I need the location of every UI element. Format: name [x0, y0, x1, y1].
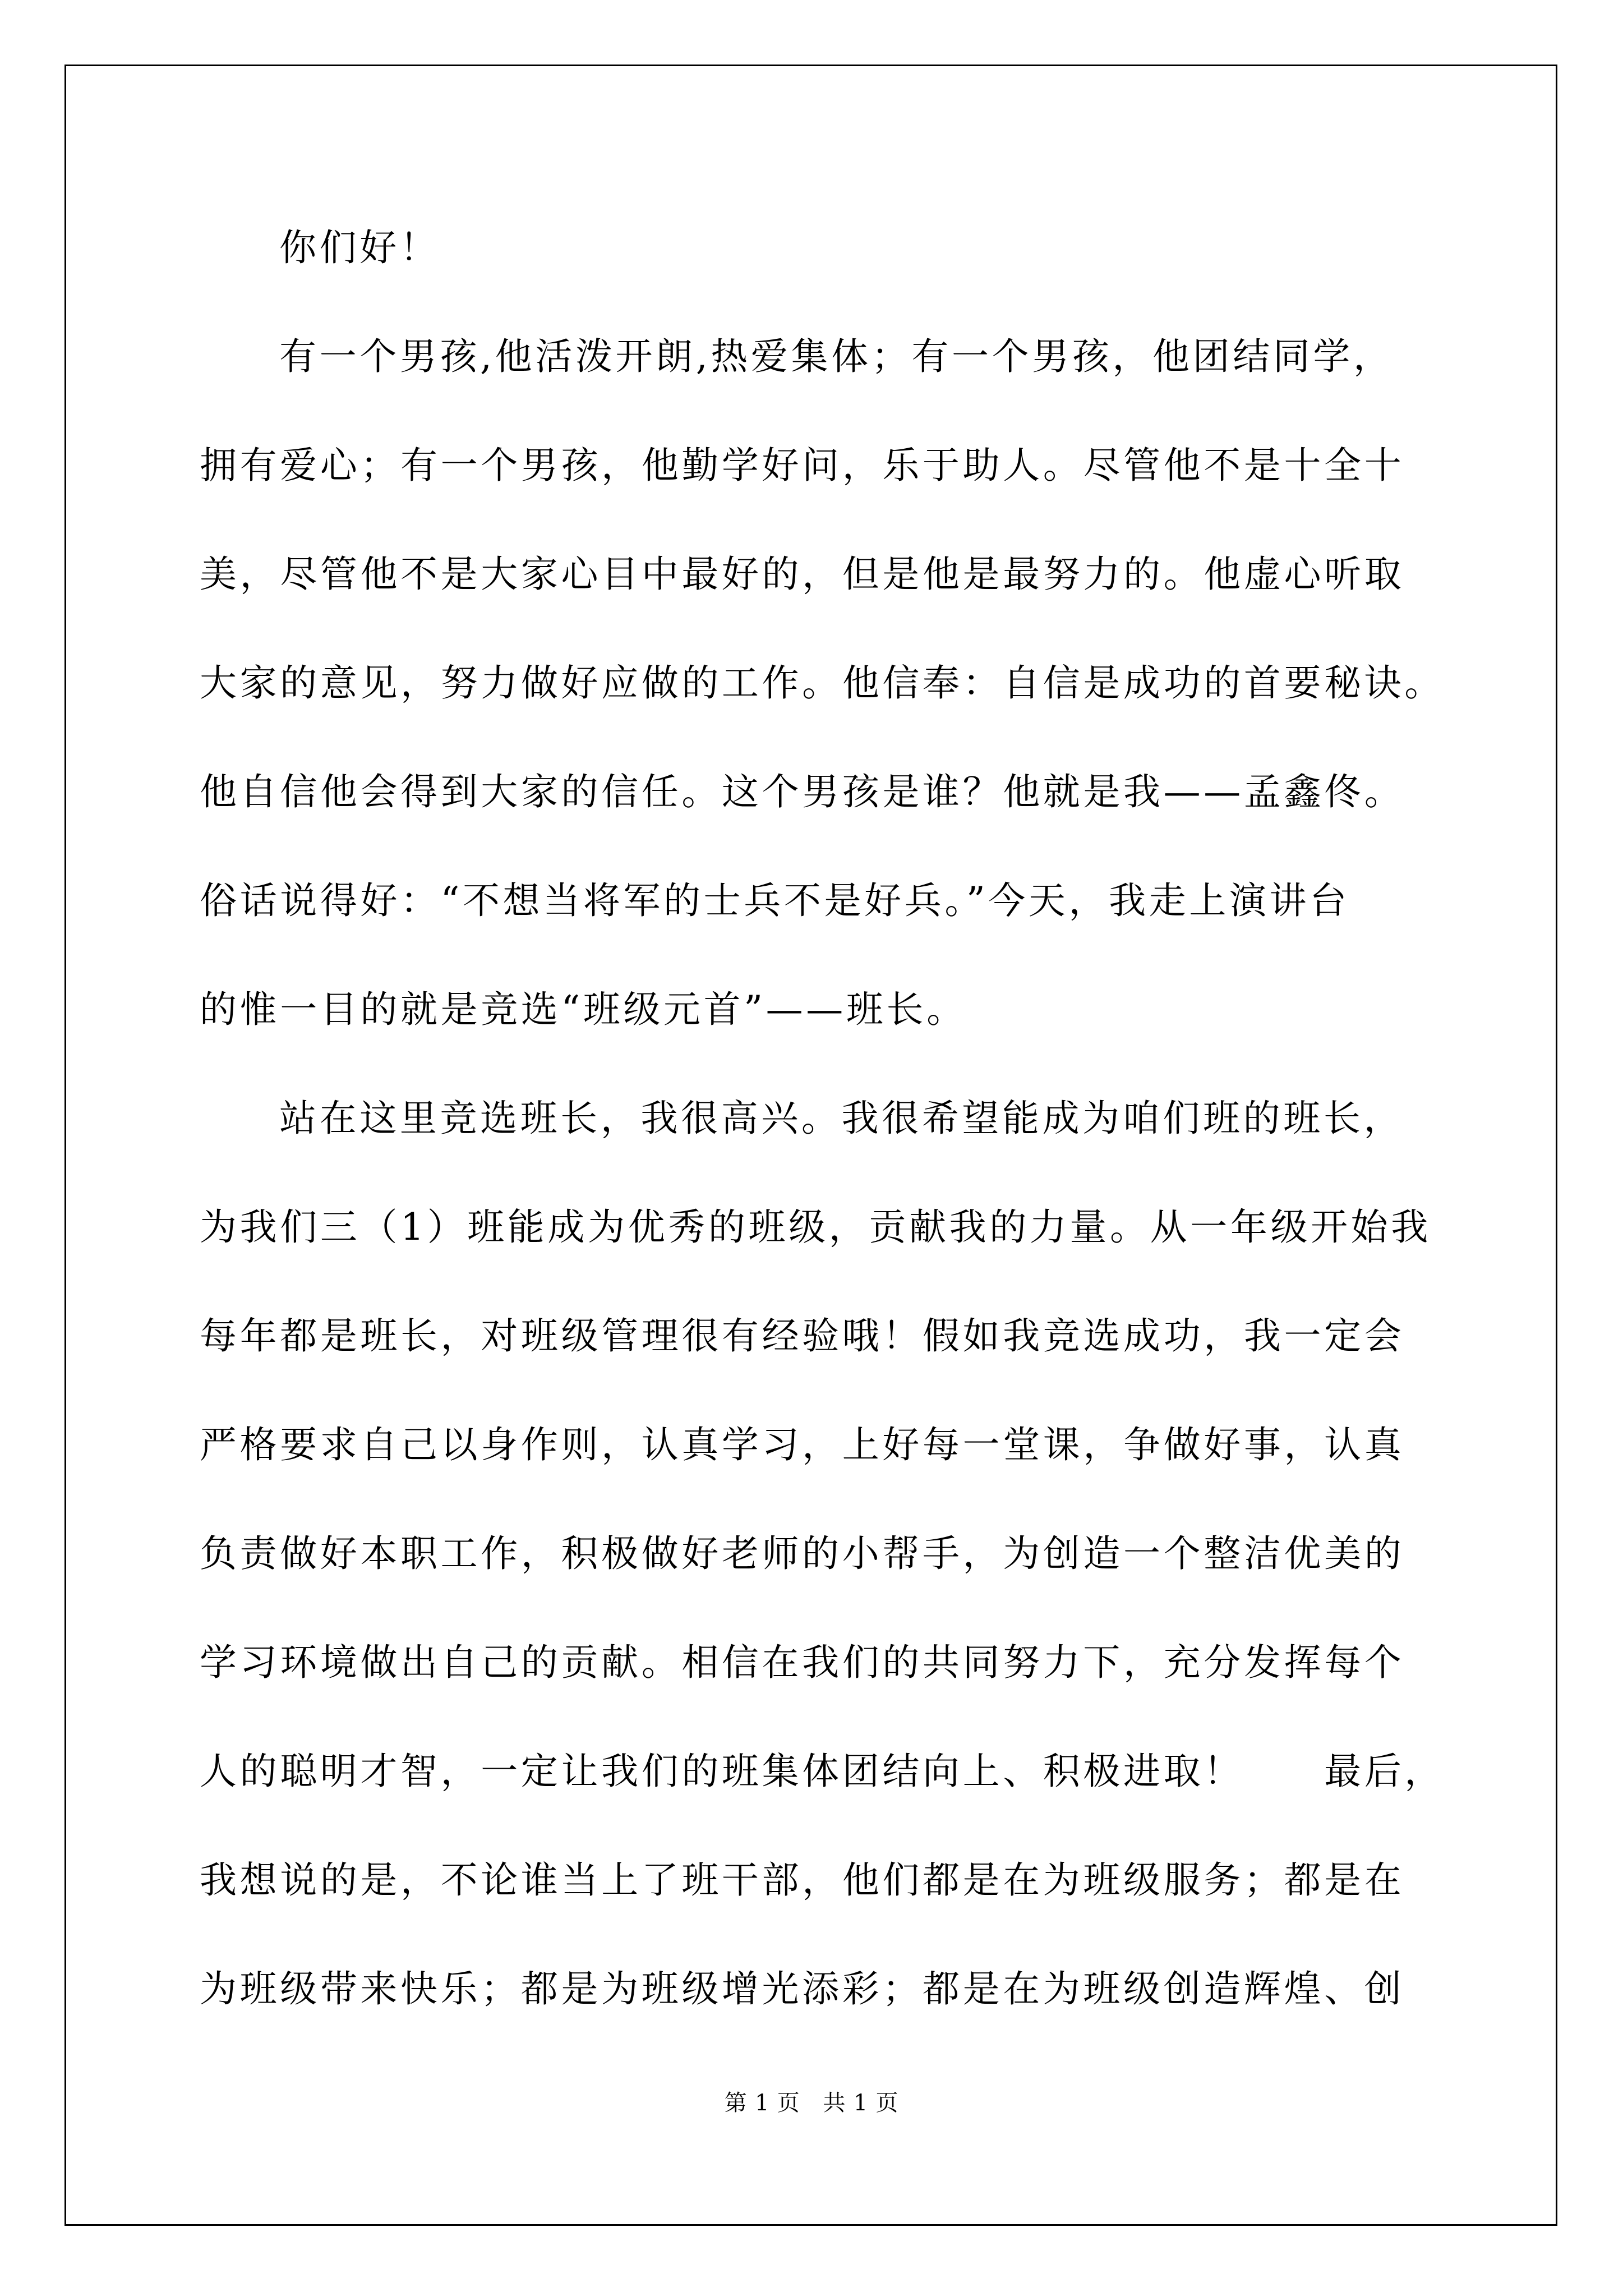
paragraph1-line-3: 美，尽管他不是大家心目中最好的，但是他是最努力的。他虚心听取: [200, 553, 1405, 596]
paragraph2-line-1: 站在这里竞选班长，我很高兴。我很希望能成为咱们班的班长，: [279, 1097, 1404, 1140]
paragraph2-line-3: 每年都是班长，对班级管理很有经验哦！假如我竞选成功，我一定会: [200, 1314, 1405, 1358]
paragraph1-line-4: 大家的意见，努力做好应做的工作。他信奉：自信是成功的首要秘诀。: [200, 661, 1445, 705]
greeting-line: 你们好！: [279, 226, 440, 269]
paragraph1-line-7: 的惟一目的就是竞选“班级元首”——班长。: [200, 988, 967, 1031]
paragraph2-line-4: 严格要求自己以身作则，认真学习，上好每一堂课，争做好事，认真: [200, 1423, 1405, 1466]
paragraph2-line-7: 人的聪明才智，一定让我们的班集体团结向上、积极进取！ 最后，: [200, 1750, 1445, 1793]
paragraph2-line-5: 负责做好本职工作，积极做好老师的小帮手，为创造一个整洁优美的: [200, 1532, 1405, 1575]
page-border: [64, 65, 1557, 2226]
paragraph1-line-1: 有一个男孩,他活泼开朗,热爱集体；有一个男孩，他团结同学，: [279, 335, 1394, 378]
paragraph1-line-6: 俗话说得好：“不想当将军的士兵不是好兵。”今天，我走上演讲台: [200, 879, 1350, 922]
paragraph2-line-6: 学习环境做出自己的贡献。相信在我们的共同努力下，充分发挥每个: [200, 1641, 1405, 1684]
paragraph1-line-2: 拥有爱心；有一个男孩，他勤学好问，乐于助人。尽管他不是十全十: [200, 444, 1405, 487]
paragraph1-line-5: 他自信他会得到大家的信任。这个男孩是谁？他就是我——孟鑫佟。: [200, 770, 1405, 813]
paragraph2-line-8: 我想说的是，不论谁当上了班干部，他们都是在为班级服务；都是在: [200, 1858, 1405, 1902]
paragraph2-line-9: 为班级带来快乐；都是为班级增光添彩；都是在为班级创造辉煌、创: [200, 1967, 1405, 2010]
page-number-footer: 第 1 页 共 1 页: [724, 2090, 899, 2116]
paragraph2-line-2: 为我们三（1）班能成为优秀的班级，贡献我的力量。从一年级开始我: [200, 1205, 1431, 1249]
